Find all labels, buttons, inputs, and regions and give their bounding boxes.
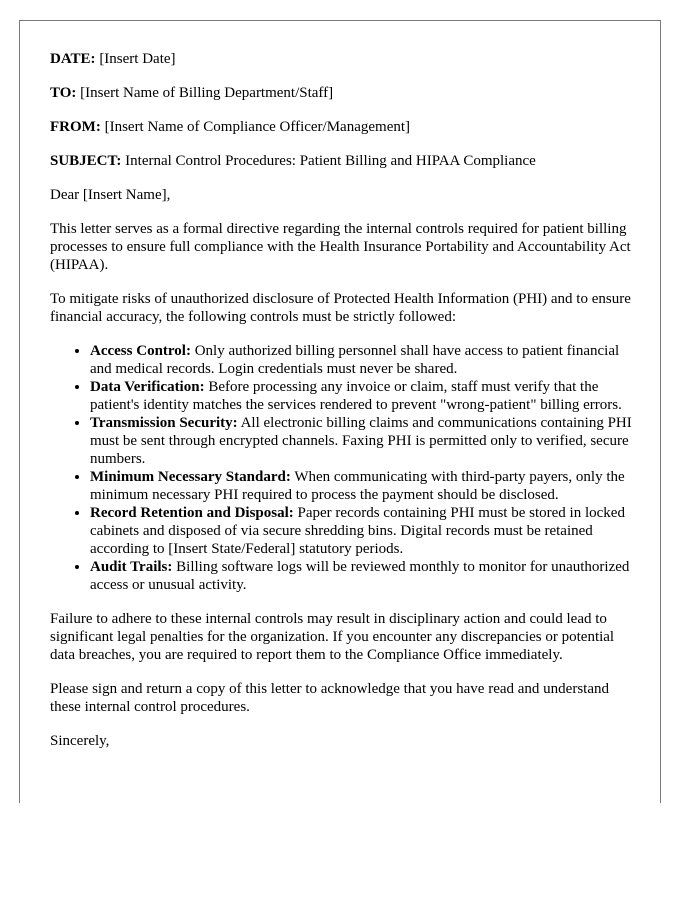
to-value: [Insert Name of Billing Department/Staff] — [80, 85, 334, 101]
to-label: TO: — [50, 85, 77, 101]
letter-content — [50, 50, 640, 766]
subject-label: SUBJECT: — [50, 153, 122, 169]
control-item-minimum-necessary — [90, 468, 640, 504]
controls-list — [50, 342, 640, 594]
control-item-transmission — [90, 414, 640, 468]
intro-paragraph: This letter serves as a formal directive regarding the internal controls required for patient billing processes to ensure full compliance with the Health Insurance Portability and Accountability Act (HIPAA). — [50, 221, 631, 273]
salutation: Dear [Insert Name], — [50, 187, 171, 203]
control-text: Billing software logs will be reviewed monthly to monitor for unauthorized access or unusual activity. — [90, 559, 630, 593]
control-text: When communicating with third-party payers, only the minimum necessary PHI required to process the payment should be disclosed. — [90, 469, 625, 503]
control-title: Transmission Security: — [90, 415, 238, 431]
request-paragraph: Please sign and return a copy of this letter to acknowledge that you have read and understand these internal control procedures. — [50, 681, 609, 715]
from-value: [Insert Name of Compliance Officer/Management] — [104, 119, 411, 135]
control-title: Access Control: — [90, 343, 191, 359]
consequences-paragraph: Failure to adhere to these internal controls may result in disciplinary action and could lead to significant legal penalties for the organization. If you encounter any discrepancies or potential data breaches, you are required to report them to the Compliance Office immediately. — [50, 611, 615, 663]
control-title: Record Retention and Disposal: — [90, 505, 294, 521]
control-text: Only authorized billing personnel shall have access to patient financial and medical records. Login credentials must never be shared. — [90, 343, 620, 377]
control-text: Paper records containing PHI must be stored in locked cabinets and disposed of via secure shredding bins. Digital records must be retained according to [Insert State/Federal] statutory periods. — [90, 505, 625, 557]
letter-page — [19, 20, 661, 803]
control-title: Data Verification: — [90, 379, 205, 395]
date-value: [Insert Date] — [99, 51, 176, 67]
control-title: Minimum Necessary Standard: — [90, 469, 291, 485]
control-text: All electronic billing claims and communications containing PHI must be sent through encrypted channels. Faxing PHI is permitted only to verified, secure numbers. — [90, 415, 632, 467]
date-label: DATE: — [50, 51, 96, 67]
subject-value: Internal Control Procedures: Patient Billing and HIPAA Compliance — [125, 153, 536, 169]
from-label: FROM: — [50, 119, 101, 135]
from-line — [50, 118, 640, 136]
control-item-verification — [90, 378, 640, 414]
to-line — [50, 84, 640, 102]
closing: Sincerely, — [50, 733, 110, 749]
lead-in-paragraph: To mitigate risks of unauthorized disclosure of Protected Health Information (PHI) and to ensure financial accuracy, the following controls must be strictly followed: — [50, 291, 631, 325]
control-item-retention — [90, 504, 640, 558]
date-line — [50, 50, 640, 68]
control-text: Before processing any invoice or claim, staff must verify that the patient's identity matches the services rendered to prevent "wrong-patient" billing errors. — [90, 379, 622, 413]
control-title: Audit Trails: — [90, 559, 173, 575]
control-item-audit — [90, 558, 640, 594]
control-item-access — [90, 342, 640, 378]
subject-line — [50, 152, 640, 170]
